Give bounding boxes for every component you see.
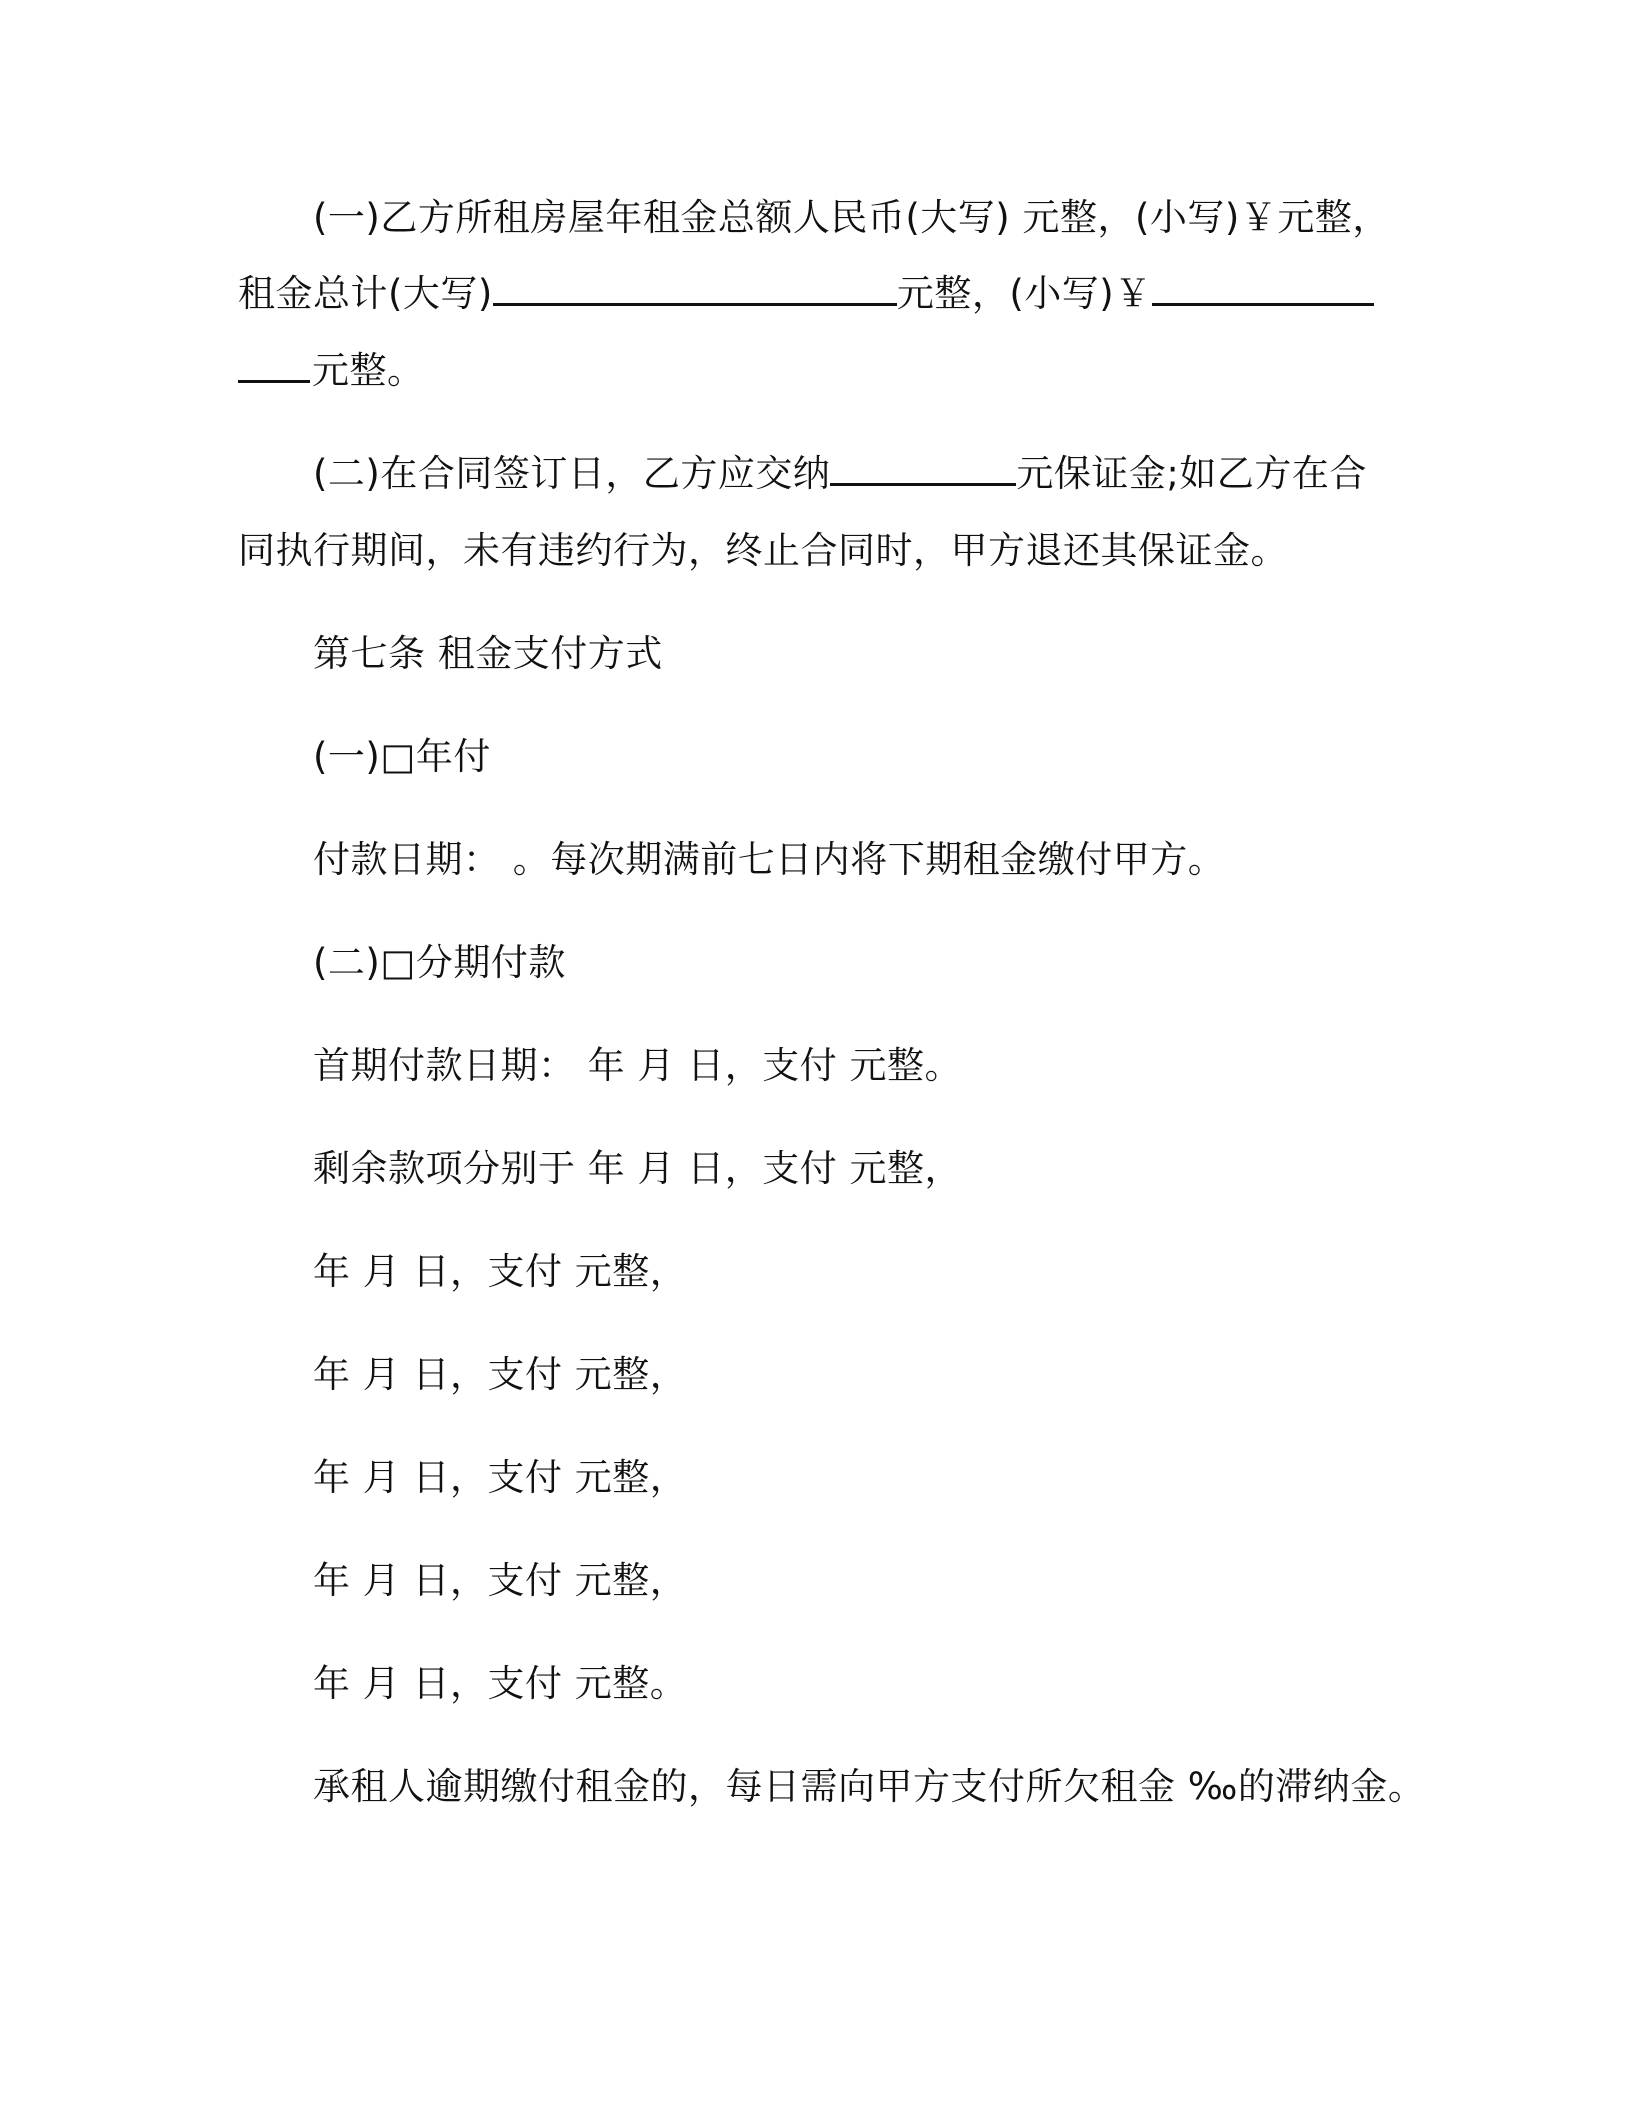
late-fee-text: 承租人逾期缴付租金的，每日需向甲方支付所欠租金 ‰的滞纳金。 [313,1765,1426,1808]
rent-total-line-3 [238,349,425,393]
rent-total-uppercase-blank[interactable] [493,273,897,306]
article-7-title [313,632,663,676]
late-fee-line [313,1765,1425,1809]
installment-line-5 [313,1662,687,1706]
option-installment-text: (二)□分期付款 [313,941,566,984]
installment-text: 年 月 日，支付 元整， [313,1559,688,1602]
rent-total-lowercase-label: 元整，(小写)￥ [896,272,1152,315]
option-annual-text: (一)□年付 [313,735,491,778]
installment-text: 年 月 日，支付 元整。 [313,1662,688,1705]
installment-text: 年 月 日，支付 元整， [313,1353,688,1396]
option-installment [313,941,566,985]
deposit-text: 元保证金;如乙方在合 [1016,452,1367,495]
first-payment-text: 首期付款日期： 年 月 日，支付 元整。 [313,1044,963,1087]
rent-total-line-2 [238,272,1374,316]
rent-total-text: (一)乙方所租房屋年租金总额人民币(大写) 元整，(小写)￥元整， [313,196,1390,239]
installment-text: 年 月 日，支付 元整， [313,1456,688,1499]
rent-total-lowercase-blank-cont[interactable] [238,350,310,383]
installment-line-2 [313,1353,687,1397]
rent-total-line-1 [313,196,1390,240]
deposit-amount-blank[interactable] [830,453,1016,486]
deposit-return-text: 同执行期间，未有违约行为，终止合同时，甲方退还其保证金。 [238,529,1288,572]
deposit-label: (二)在合同签订日，乙方应交纳 [313,452,831,495]
installment-line-1 [313,1250,687,1294]
option-annual [313,735,491,779]
first-payment-line [313,1044,962,1088]
installment-text: 年 月 日，支付 元整， [313,1250,688,1293]
article-7-title-text: 第七条 租金支付方式 [313,632,663,675]
installment-line-3 [313,1456,687,1500]
rent-total-label: 租金总计(大写) [238,272,493,315]
deposit-line-1 [313,452,1367,496]
payment-date-line [313,838,1225,882]
installment-line-4 [313,1559,687,1603]
rent-total-end: 元整。 [312,349,425,392]
deposit-line-2 [238,529,1288,573]
remaining-payment-text: 剩余款项分别于 年 月 日，支付 元整， [313,1147,963,1190]
payment-date-text: 付款日期： 。每次期满前七日内将下期租金缴付甲方。 [313,838,1226,881]
rent-total-lowercase-blank[interactable] [1152,273,1374,306]
remaining-payment-line [313,1147,962,1191]
